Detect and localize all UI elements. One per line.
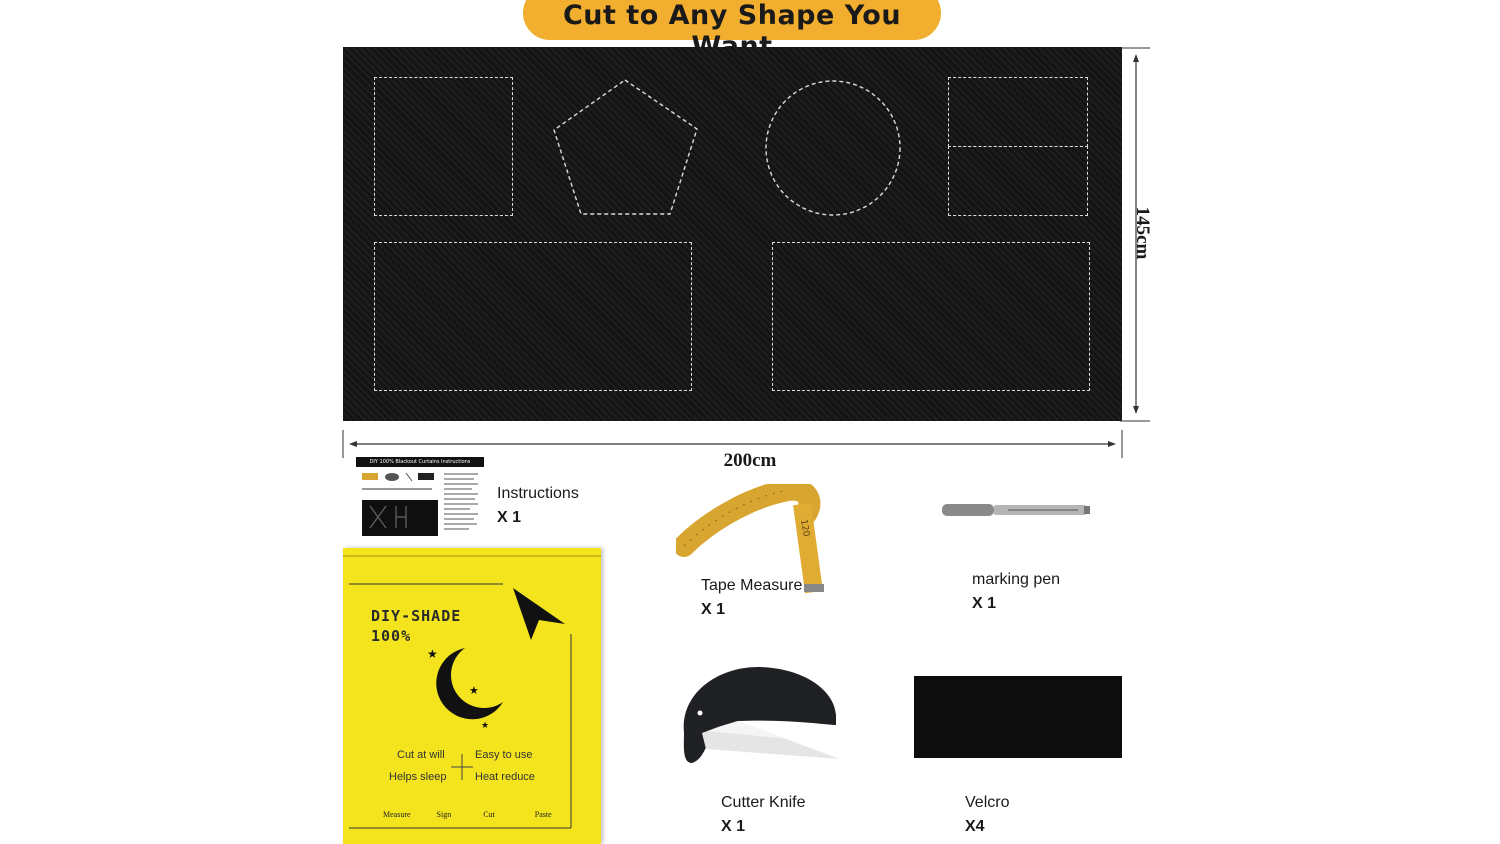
package-step-cut: Cut <box>483 810 495 819</box>
item-label-tape-measure: Tape Measure <box>701 577 803 594</box>
cut-shape-rect-large-left <box>374 242 692 391</box>
height-label: 145cm <box>1132 206 1153 260</box>
moon-icon <box>423 640 513 730</box>
item-label-cutter-knife: Cutter Knife <box>721 794 806 811</box>
package-feature-2: Easy to use <box>475 749 533 761</box>
package-feature-4: Heat reduce <box>475 771 535 783</box>
product-package <box>343 548 601 844</box>
tape-number: 120 <box>798 518 811 538</box>
velcro-strip <box>914 676 1122 758</box>
package-feature-3: Helps sleep <box>389 771 447 783</box>
marking-pen-icon <box>938 500 1094 522</box>
cut-shape-circle <box>763 78 903 218</box>
plus-divider-icon <box>451 754 473 780</box>
item-label-marking-pen: marking pen <box>972 571 1061 588</box>
item-qty-tape-measure: X 1 <box>701 601 726 618</box>
title-banner <box>523 0 941 40</box>
page-title: Cut to Any Shape You <box>562 0 902 31</box>
package-steps <box>373 810 552 819</box>
item-label-velcro: Velcro <box>965 794 1010 811</box>
item-qty-velcro: X4 <box>965 818 985 835</box>
blackout-panel <box>343 47 1122 421</box>
svg-text:★: ★ <box>481 721 490 730</box>
cut-shape-pentagon <box>548 75 698 220</box>
item-qty-instructions: X 1 <box>497 509 522 526</box>
item-qty-cutter-knife: X 1 <box>721 818 746 835</box>
svg-text:★: ★ <box>427 647 438 661</box>
width-label: 200cm <box>723 450 777 471</box>
cut-shape-rect-top <box>948 77 1088 147</box>
package-subtitle: 100% <box>371 627 412 645</box>
cut-shape-rect-bottom <box>948 146 1088 216</box>
instructions-sheet <box>356 457 484 537</box>
instructions-sheet-heading: DIY 100% Blackout Curtains Instructions <box>356 457 484 467</box>
cutter-knife-icon <box>678 663 844 767</box>
package-step-paste: Paste <box>534 810 552 819</box>
cut-shape-rect-large-right <box>772 242 1090 391</box>
item-qty-marking-pen: X 1 <box>972 595 997 612</box>
package-step-measure: Measure <box>383 810 411 819</box>
cut-shape-square <box>374 77 513 216</box>
package-feature-1: Cut at will <box>397 749 445 761</box>
package-step-sign: Sign <box>436 810 452 819</box>
item-label-instructions: Instructions <box>497 485 579 502</box>
package-brand-name: DIY-SHADE <box>371 607 462 625</box>
instructions-diagram <box>360 470 480 536</box>
svg-text:★: ★ <box>469 684 479 697</box>
